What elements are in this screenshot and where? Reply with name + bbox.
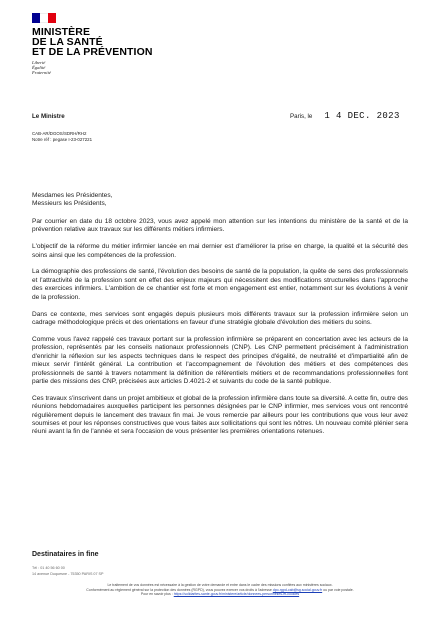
ministry-line: ET DE LA PRÉVENTION [32,46,153,58]
reference-line: Notre réf : pegase I-23-027221 [32,137,93,142]
ministry-line: MINISTÈRE [32,26,91,38]
footer-text: ou par voie postale. [322,587,354,592]
paragraph: L'objectif de la réforme du métier infirmier lancée en mai dernier est d'améliorer la prise en charge, la qualité et la sécurité des soins ainsi que les compétences de la profession. [32,243,408,259]
republic-motto [32,60,153,76]
ministry-logo [32,13,153,76]
salutation-line: Messieurs les Présidents, [32,200,107,208]
ministry-name [32,27,153,57]
ministry-line: DE LA SANTÉ [32,36,103,48]
footer-text: Conformément au règlement général sur la protection des données (RGPD), vous pouvez exercer vos droits à l'adresse [86,587,273,592]
dpo-email-link[interactable]: dpo-rgpd-cab@sg.social.gouv.fr [272,587,323,592]
contact-info [32,566,103,577]
letter-body [32,192,408,437]
marianne-flag-icon [32,13,56,23]
motto-line: Fraternité [32,70,51,76]
paragraph: Dans ce contexte, mes services sont engagés depuis plusieurs mois différents travaux sur la profession infirmière selon un cadrage méthodologique précis et des orientations en faveur d'une stratégie globale d'évolution des métiers du soins. [32,310,408,326]
place: Paris, le [290,113,313,120]
gdpr-footer [30,583,410,597]
motto-line: Liberté [32,60,46,65]
recipients-heading: Destinataires in fine [32,551,99,558]
footer-line [30,592,410,597]
footer-text: Pour en savoir plus : [140,592,174,597]
reference-line: CAB-AR/DGOS/SDRH/RH2 [32,131,87,136]
motto-line: Égalité [32,65,46,71]
salutation-line: Mesdames les Présidentes, [32,192,113,199]
date-line [290,111,400,121]
paragraph: Comme vous l'avez rappelé ces travaux portant sur la profession infirmière se préparent en concertation avec les acteurs de la profession, représentés par les conseils nationaux professionnels (CNP). Les CNP permettent précisément à l'administration d'enrichir la réflexion sur les aspects techniques dans le respect des principes d'égalité, de neutralité et d'impartialité afin de mieux servir l'intérêt général. La contribution et l'accompagnement de l'évolution des métiers et des compétences des professionnels de santé à travers notamment la définition de référentiels métiers et de recommandations professionnelles font partie des missions des CNP, précisées aux articles D.4021-2 et suivants du code de la santé publique. [32,335,408,385]
contact-address: 14 avenue Duquesne - 75350 PARIS 07 SP [32,571,104,576]
paragraph: Par courrier en date du 18 octobre 2023, vous avez appelé mon attention sur les intentions du ministère de la santé et de la prévention relative aux travaux sur les différents métiers infirmiers. [32,217,408,234]
privacy-policy-link[interactable]: https://solidarites-sante.gouv.fr/ministere/article/donnees-personnelles-et-cookies [173,592,300,597]
paragraph: Ces travaux s'inscrivent dans un projet ambitieux et global de la profession infirmière dans toute sa diversité. A cette fin, outre des réunions hebdomadaires auxquelles participent les personnes désignées par le CNP infirmier, mes services vous ont rencontré régulièrement depuis le lancement des travaux fin mai. Je vous remercie par ailleurs pour les contributions que vous leur avez soumises et pour les réponses constructives que vous faites aux sollicitations qui sont les nôtres. Un nouveau comité plénier sera réuni avant la fin de l'année et sera l'occasion de vous présenter les premières orientations retenues. [32,394,408,436]
footer-line: Le traitement de vos données est nécessaire à la gestion de votre demande et entre dans le cadre des missions confiées aux ministères sociaux. [107,583,333,587]
date-stamp: 1 4 DEC. 2023 [324,111,400,121]
paragraph: La démographie des professions de santé, l'évolution des besoins de santé de la population, la quête de sens des professionnels et l'attractivité de la profession sont en effet des enjeux majeurs qui nécessitent des modifications structurelles dans l'approche des exercices infirmiers. L'ambition de ce chantier est forte et mon engagement est entier, notamment sur les évolutions à venir de la profession. [32,268,408,301]
references [32,131,92,143]
contact-phone: Tél : 01 40 56 60 00 [32,566,65,570]
sender: Le Ministre [32,113,65,120]
